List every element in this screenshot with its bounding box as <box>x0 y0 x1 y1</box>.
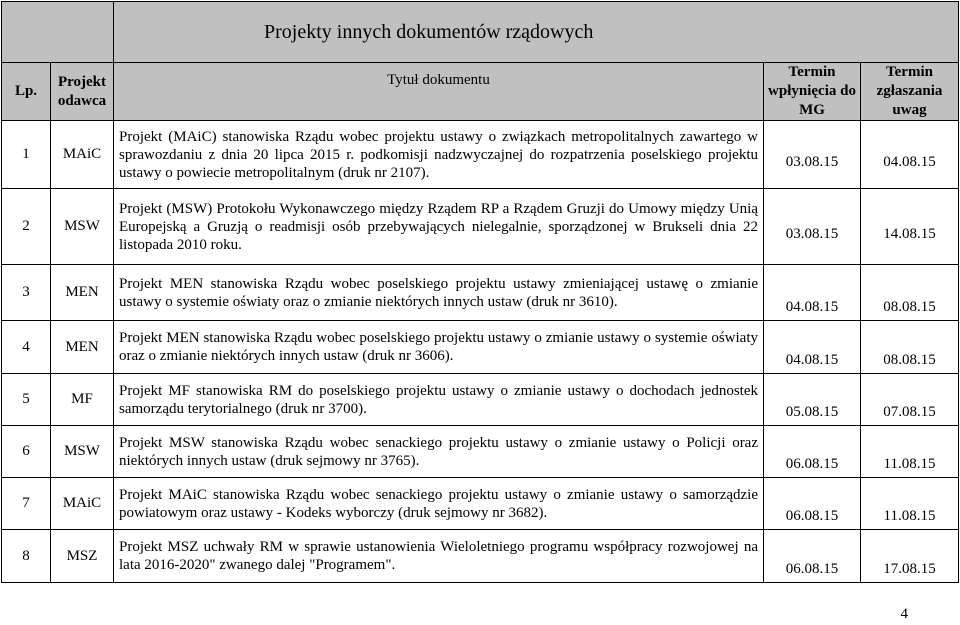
title-row <box>2 2 959 63</box>
row-agency: MSW <box>51 189 114 265</box>
row-remarks: 07.08.15 <box>861 374 959 426</box>
row-remarks: 04.08.15 <box>861 121 959 189</box>
row-title: Projekt MAiC stanowiska Rządu wobec senackiego projektu ustawy o zmianie ustawy o samorządzie powiatowym oraz ustawy - Kodeks wyborczy (druk sejmowy nr 3682). <box>114 478 764 530</box>
row-title: Projekt MEN stanowiska Rządu wobec poselskiego projektu ustawy o zmianie ustawy o systemie oświaty oraz o zmianie niektórych innych ustaw (druk nr 3606). <box>114 321 764 374</box>
table-row <box>2 321 959 374</box>
table-row <box>2 530 959 583</box>
row-agency: MEN <box>51 321 114 374</box>
header-lp: Lp. <box>2 63 51 121</box>
table-row <box>2 189 959 265</box>
table-row <box>2 265 959 321</box>
table-row <box>2 121 959 189</box>
row-received: 06.08.15 <box>764 478 861 530</box>
row-remarks: 17.08.15 <box>861 530 959 583</box>
row-title: Projekt MEN stanowiska Rządu wobec poselskiego projektu ustawy zmieniającej ustawę o zmianie ustawy o systemie oświaty oraz o zmianie niektórych innych ustaw (druk nr 3610). <box>114 265 764 321</box>
row-title: Projekt MSZ uchwały RM w sprawie ustanowienia Wieloletniego programu współpracy rozwojowej na lata 2016-2020" zwanego dalej "Programem". <box>114 530 764 583</box>
table-row <box>2 374 959 426</box>
row-agency: MSW <box>51 426 114 478</box>
row-lp: 3 <box>2 265 51 321</box>
row-received: 04.08.15 <box>764 321 861 374</box>
row-remarks: 14.08.15 <box>861 189 959 265</box>
row-lp: 6 <box>2 426 51 478</box>
row-title: Projekt MF stanowiska RM do poselskiego projektu ustawy o zmianie ustawy o dochodach jednostek samorządu terytorialnego (druk nr 3700). <box>114 374 764 426</box>
row-received: 06.08.15 <box>764 426 861 478</box>
page-number: 4 <box>900 606 908 622</box>
row-agency: MF <box>51 374 114 426</box>
row-lp: 7 <box>2 478 51 530</box>
header-row <box>2 63 959 121</box>
row-remarks: 11.08.15 <box>861 426 959 478</box>
row-title: Projekt MSW stanowiska Rządu wobec senackiego projektu ustawy o zmianie ustawy o Policji oraz niektórych innych ustaw (druk sejmowy nr 3765). <box>114 426 764 478</box>
header-received: Termin wpłynięcia do MG <box>764 63 861 121</box>
title-blank-cell <box>2 2 114 63</box>
row-lp: 2 <box>2 189 51 265</box>
row-remarks: 08.08.15 <box>861 321 959 374</box>
row-lp: 4 <box>2 321 51 374</box>
documents-table <box>1 1 959 583</box>
row-agency: MAiC <box>51 478 114 530</box>
row-received: 06.08.15 <box>764 530 861 583</box>
row-agency: MSZ <box>51 530 114 583</box>
header-agency: Projekt odawca <box>51 63 114 121</box>
row-remarks: 08.08.15 <box>861 265 959 321</box>
row-received: 04.08.15 <box>764 265 861 321</box>
row-agency: MAiC <box>51 121 114 189</box>
row-title: Projekt (MSW) Protokołu Wykonawczego między Rządem RP a Rządem Gruzji do Umowy między Unią Europejską a Gruzją o readmisji osób przebywających nielegalnie, sporządzonej w Brukseli dnia 22 listopada 2010 roku. <box>114 189 764 265</box>
header-remarks: Termin zgłaszania uwag <box>861 63 959 121</box>
table-row <box>2 478 959 530</box>
row-lp: 5 <box>2 374 51 426</box>
table-row <box>2 426 959 478</box>
row-remarks: 11.08.15 <box>861 478 959 530</box>
row-lp: 8 <box>2 530 51 583</box>
row-title: Projekt (MAiC) stanowiska Rządu wobec projektu ustawy o związkach metropolitalnych zawartego w sprawozdaniu z dnia 20 lipca 2015 r. podkomisji nadzwyczajnej do rozpatrzenia poselskiego projektu ustawy o powiecie metropolitalnym (druk nr 2107). <box>114 121 764 189</box>
header-title: Tytuł dokumentu <box>114 63 764 121</box>
page-title: Projekty innych dokumentów rządowych <box>114 2 959 63</box>
row-agency: MEN <box>51 265 114 321</box>
row-received: 03.08.15 <box>764 189 861 265</box>
row-received: 03.08.15 <box>764 121 861 189</box>
row-received: 05.08.15 <box>764 374 861 426</box>
row-lp: 1 <box>2 121 51 189</box>
